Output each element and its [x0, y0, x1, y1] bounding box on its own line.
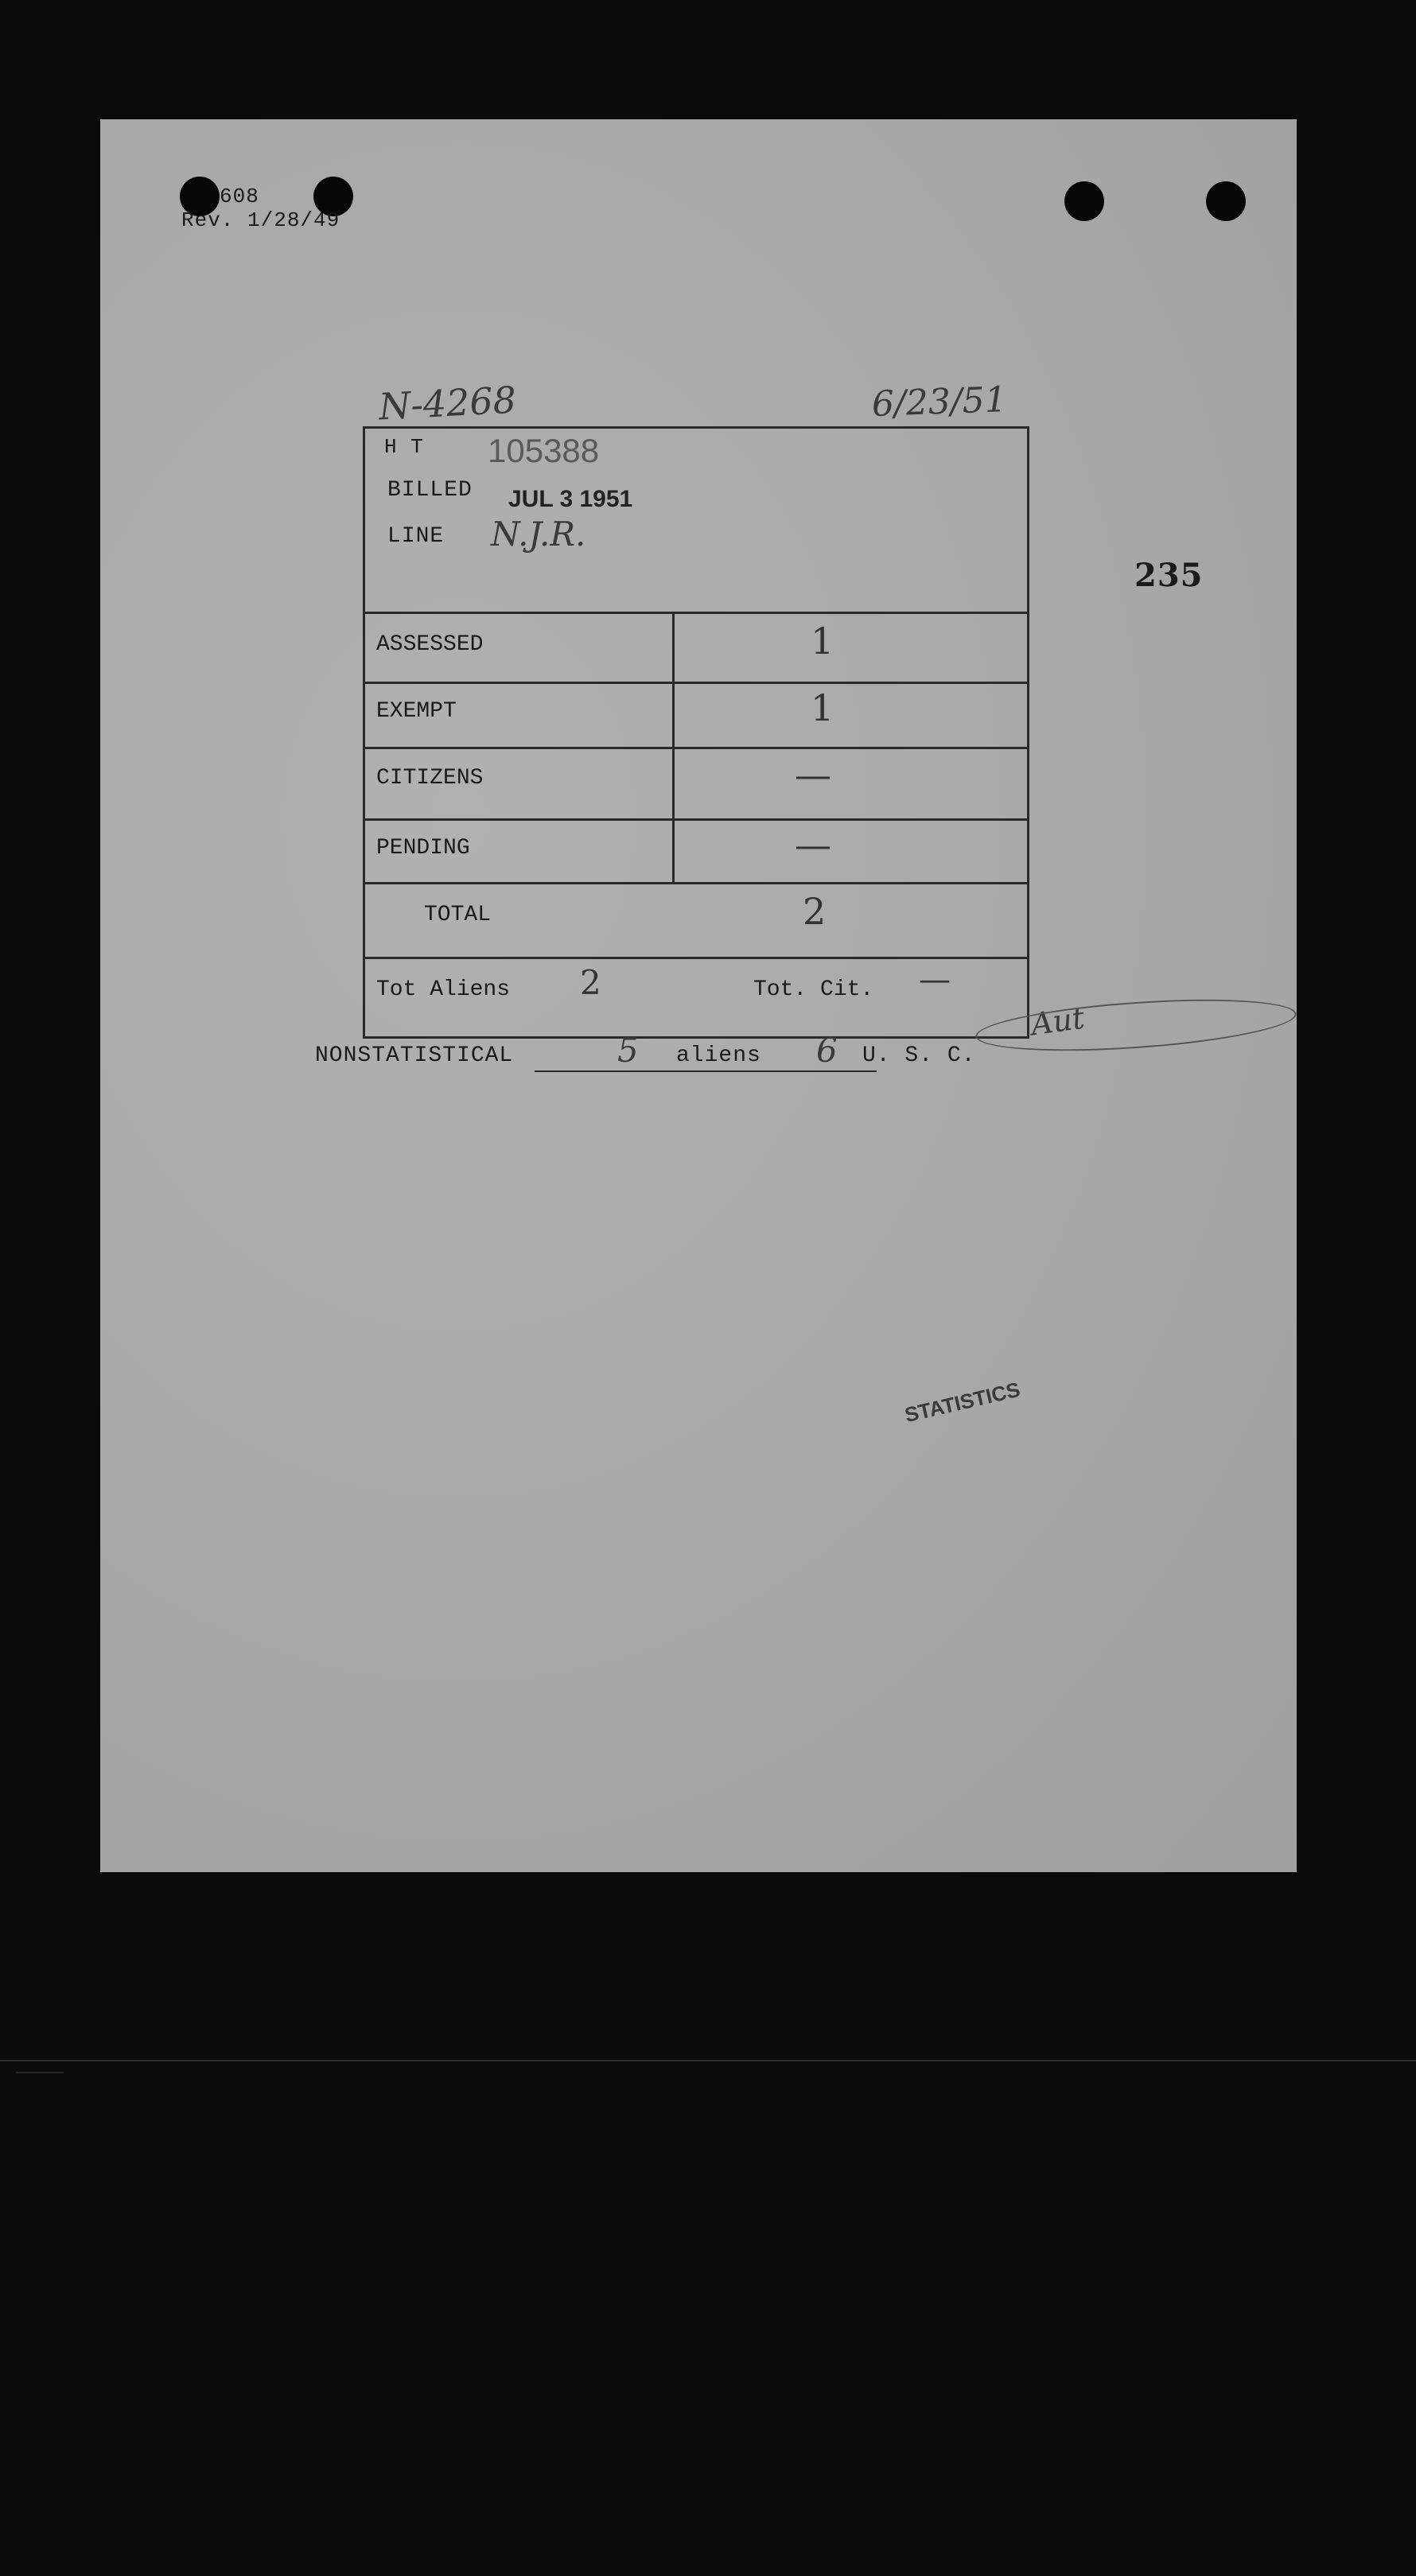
row-label-exempt: EXEMPT: [376, 699, 457, 724]
row-value-citizens: —: [795, 753, 831, 796]
punch-hole: [1206, 181, 1246, 221]
handwritten-date: 6/23/51: [871, 379, 1008, 425]
form-number: 608: [220, 185, 259, 208]
statistics-stamp: STATISTICS: [902, 1377, 1023, 1428]
line-label: LINE: [387, 524, 445, 549]
nonstat-usc-label: U. S. C.: [862, 1043, 976, 1068]
film-line: [0, 2060, 1416, 2061]
row-label-total: TOTAL: [424, 903, 492, 927]
divider: [365, 818, 1027, 821]
film-line: [16, 2072, 64, 2073]
tot-cit-label: Tot. Cit.: [753, 977, 874, 1002]
page-number: 235: [1134, 557, 1204, 594]
ht-number: 105388: [488, 432, 600, 469]
billed-label: BILLED: [387, 478, 473, 503]
document-sheet: [100, 119, 1297, 1872]
record-box: [363, 426, 1029, 1039]
row-value-total: 2: [803, 890, 827, 933]
row-value-exempt: 1: [811, 686, 834, 729]
initials: Aut: [1029, 1000, 1087, 1043]
divider: [365, 612, 1027, 614]
billed-date: JUL 3 1951: [508, 486, 633, 512]
nonstat-aliens-value: 5: [617, 1031, 639, 1070]
form-revision: Rev. 1/28/49: [181, 208, 340, 232]
nonstat-aliens-label: aliens: [676, 1043, 761, 1068]
divider: [365, 682, 1027, 684]
tot-aliens-label: Tot Aliens: [376, 977, 511, 1002]
row-value-pending: —: [795, 823, 831, 866]
nonstat-usc-value: 6: [816, 1031, 838, 1070]
nonstatistical-label: NONSTATISTICAL: [315, 1043, 514, 1068]
row-label-pending: PENDING: [376, 836, 470, 861]
divider: [365, 882, 1027, 884]
row-label-assessed: ASSESSED: [376, 632, 484, 657]
row-label-citizens: CITIZENS: [376, 766, 484, 791]
tot-cit-value: —: [919, 962, 951, 998]
ht-label: H T: [384, 435, 424, 459]
nonstat-underline: [773, 1070, 877, 1072]
line-value: N.J.R.: [491, 515, 586, 554]
divider: [365, 957, 1027, 959]
divider: [365, 747, 1027, 749]
punch-hole: [1064, 181, 1104, 221]
column-divider: [672, 612, 675, 882]
row-value-assessed: 1: [811, 620, 834, 662]
tot-aliens-value: 2: [580, 963, 601, 1002]
file-number: N-4268: [377, 378, 518, 429]
nonstat-underline: [535, 1070, 773, 1072]
